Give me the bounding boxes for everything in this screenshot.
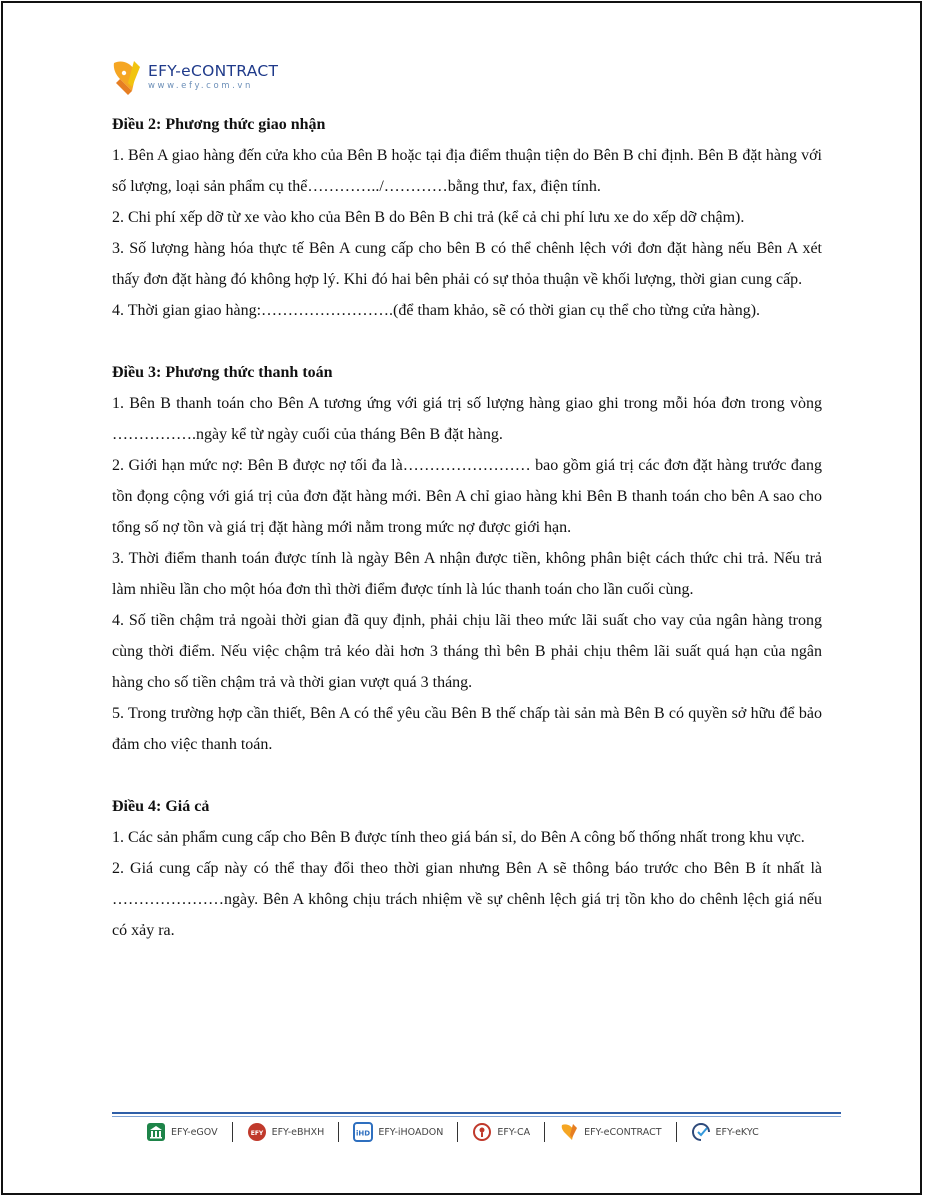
footer-item-ihoadon[interactable] <box>353 1121 443 1143</box>
footer-label: EFY-iHOADON <box>378 1126 444 1138</box>
egov-icon <box>146 1122 166 1142</box>
footer-label: EFY-eBHXH <box>271 1126 325 1138</box>
footer-item-ekyc[interactable] <box>691 1121 759 1143</box>
paragraph: 4. Số tiền chậm trả ngoài thời gian đã quy định, phải chịu lãi theo mức lãi suất cho vay của ngân hàng trong cùng thời điểm. Nếu việc chậm trả kéo dài hơn 3 tháng thì bên B phải chịu thêm lãi suất quá hạn của ngân hàng cho số tiền chậm trả và thời gian vượt quá 3 tháng. <box>112 612 822 691</box>
footer-separator <box>544 1122 545 1142</box>
econtract-icon <box>559 1122 579 1142</box>
document-page <box>1 1 922 1195</box>
ebhxh-icon <box>247 1122 267 1142</box>
paragraph: 2. Giới hạn mức nợ: Bên B được nợ tối đa là…………………… bao gồm giá trị các đơn đặt hàng trước đang tồn đọng cộng với giá trị của đơn đặt hàng mới. Bên A chỉ giao hàng khi Bên B thanh toán cho bên A sao cho tổng số nợ tồn và giá trị đặt hàng mới nằm trong mức nợ được giới hạn. <box>112 457 822 536</box>
paragraph: 5. Trong trường hợp cần thiết, Bên A có thể yêu cầu Bên B thế chấp tài sản mà Bên B có quyền sở hữu để bảo đảm cho việc thanh toán. <box>112 705 822 753</box>
ihoadon-icon <box>353 1122 373 1142</box>
pen-nib-logo-icon <box>110 57 144 97</box>
svg-text:EFY: EFY <box>250 1130 263 1137</box>
footer-item-ca[interactable] <box>472 1121 530 1143</box>
spacer <box>112 326 822 357</box>
svg-text:iHD: iHD <box>356 1129 371 1138</box>
section-heading: Điều 2: Phương thức giao nhận <box>112 116 326 133</box>
paragraph: 2. Chi phí xếp dỡ từ xe vào kho của Bên B do Bên B chi trả (kể cả chi phí lưu xe do xếp dỡ chậm). <box>112 209 745 226</box>
footer-separator <box>676 1122 677 1142</box>
paragraph: 2. Giá cung cấp này có thể thay đổi theo thời gian nhưng Bên A sẽ thông báo trước cho Bên B ít nhất là …………………ngày. Bên A không chịu trách nhiệm về sự chênh lệch giá trị tồn kho do chênh lệch giá nếu có xảy ra. <box>112 860 822 939</box>
footer-separator <box>232 1122 233 1142</box>
footer-item-egov[interactable] <box>146 1121 218 1143</box>
footer-product-bar <box>146 1120 759 1144</box>
ca-icon <box>472 1122 492 1142</box>
footer-label: EFY-CA <box>497 1126 531 1138</box>
document-body <box>112 109 822 946</box>
paragraph: 3. Thời điểm thanh toán được tính là ngày Bên A nhận được tiền, không phân biệt cách thức chi trả. Nếu trả làm nhiều lần cho một hóa đơn thì thời điểm được tính là lúc thanh toán cho lần cuối cùng. <box>112 550 822 598</box>
paragraph: 4. Thời gian giao hàng:…………………….(để tham khảo, sẽ có thời gian cụ thể cho từng cửa hàng). <box>112 302 761 319</box>
footer-divider-thin <box>112 1116 841 1117</box>
footer-item-ebhxh[interactable] <box>247 1121 325 1143</box>
paragraph: 1. Bên B thanh toán cho Bên A tương ứng với giá trị số lượng hàng giao ghi trong mỗi hóa đơn trong vòng …………….ngày kể từ ngày cuối của tháng Bên B đặt hàng. <box>112 395 822 443</box>
section-dieu-3 <box>112 357 822 760</box>
section-dieu-2 <box>112 109 822 326</box>
logo-title: EFY-eCONTRACT <box>148 62 279 80</box>
footer-label: EFY-eCONTRACT <box>584 1126 662 1138</box>
footer-item-econtract[interactable] <box>559 1121 661 1143</box>
footer-divider <box>112 1112 841 1114</box>
spacer <box>112 760 822 791</box>
footer-label: EFY-eKYC <box>715 1126 759 1138</box>
ekyc-icon <box>691 1122 711 1142</box>
logo-subtitle: www.efy.com.vn <box>148 81 254 91</box>
footer-label: EFY-eGOV <box>171 1126 218 1138</box>
footer-separator <box>457 1122 458 1142</box>
efy-econtract-logo <box>110 55 278 99</box>
section-heading: Điều 4: Giá cả <box>112 798 210 815</box>
footer-separator <box>338 1122 339 1142</box>
section-dieu-4 <box>112 791 822 946</box>
paragraph: 1. Bên A giao hàng đến cửa kho của Bên B hoặc tại địa điểm thuận tiện do Bên B chỉ định. Bên B đặt hàng với số lượng, loại sản phẩm cụ thể…………../…………bằng thư, fax, điện tính. <box>112 147 822 195</box>
paragraph: 1. Các sản phẩm cung cấp cho Bên B được tính theo giá bán sỉ, do Bên A công bố thống nhất trong khu vực. <box>112 829 805 846</box>
paragraph: 3. Số lượng hàng hóa thực tế Bên A cung cấp cho bên B có thể chênh lệch với đơn đặt hàng nếu Bên A xét thấy đơn đặt hàng đó không hợp lý. Khi đó hai bên phải có sự thỏa thuận về khối lượng, thời gian cung cấp. <box>112 240 822 288</box>
section-heading: Điều 3: Phương thức thanh toán <box>112 364 333 381</box>
